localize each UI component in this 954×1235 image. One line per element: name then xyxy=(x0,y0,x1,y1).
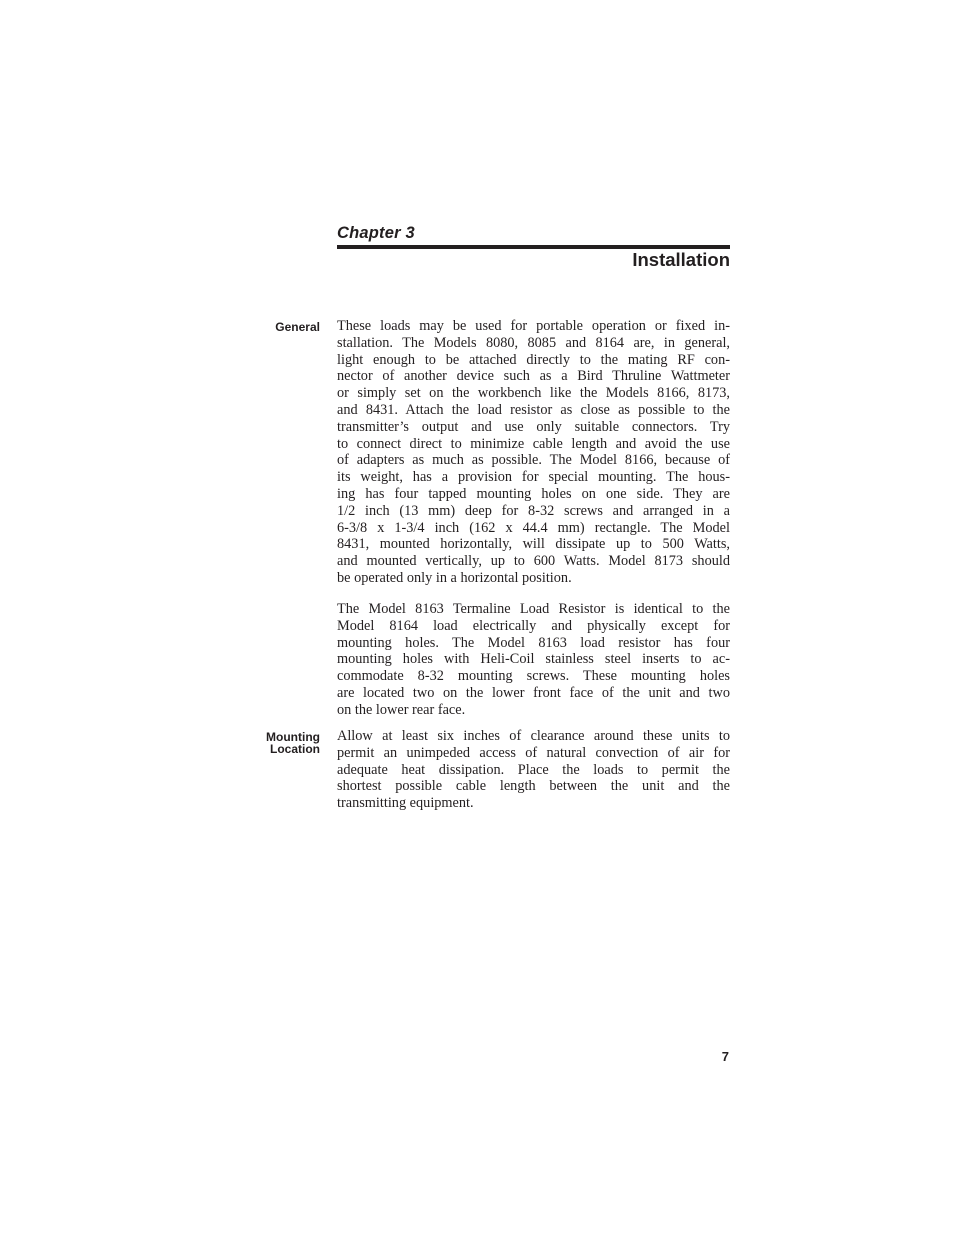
text-line: These loads may be used for portable operation or fixed in- xyxy=(337,318,730,334)
text-line: or simply set on the workbench like the Models 8166, 8173, xyxy=(337,385,730,402)
text-line: of adapters as much as possible. The Model 8166, because of xyxy=(337,452,730,469)
text-line: nector of another device such as a Bird Thruline Wattmeter xyxy=(337,368,730,385)
text-line: Model 8164 load electrically and physically except for xyxy=(337,617,730,634)
text-line: are located two on the lower front face of the unit and two xyxy=(337,684,730,701)
text-line: commodate 8-32 mounting screws. These mounting holes xyxy=(337,668,730,685)
text-line: 1/2 inch (13 mm) deep for 8-32 screws and arranged in a xyxy=(337,502,730,519)
text-line: Allow at least six inches of clearance around these units to xyxy=(337,728,730,744)
chapter-label: Chapter 3 xyxy=(337,224,415,242)
text-line: on the lower rear face. xyxy=(337,701,466,718)
text-line: permit an unimpeded access of natural convection of air for xyxy=(337,744,730,761)
text-line: mounting holes. The Model 8163 load resistor has four xyxy=(337,634,730,651)
side-heading-line: Location xyxy=(270,742,320,756)
text-line: adequate heat dissipation. Place the loads to permit the xyxy=(337,761,730,778)
side-heading-general xyxy=(275,321,320,333)
text-line: 8431, mounted horizontally, will dissipate up to 500 Watts, xyxy=(337,536,730,553)
text-line: to connect direct to minimize cable length and avoid the use xyxy=(337,435,730,452)
page-number: 7 xyxy=(721,1049,729,1064)
text-line: light enough to be attached directly to the mating RF con- xyxy=(337,351,730,368)
text-line: be operated only in a horizontal position. xyxy=(337,569,572,586)
text-line: transmitting equipment. xyxy=(337,795,474,812)
text-line: 6-3/8 x 1-3/4 inch (162 x 44.4 mm) rectangle. The Model xyxy=(337,519,730,536)
mounting-location-paragraph xyxy=(337,728,730,812)
side-heading-mounting-location xyxy=(266,731,320,755)
side-heading-line: General xyxy=(275,320,320,334)
text-line: its weight, has a provision for special mounting. The hous- xyxy=(337,469,730,486)
text-line: The Model 8163 Termaline Load Resistor is identical to the xyxy=(337,601,730,617)
text-line: transmitter’s output and use only suitable connectors. Try xyxy=(337,418,730,435)
chapter-title: Installation xyxy=(632,249,730,270)
text-line: ing has four tapped mounting holes on one side. They are xyxy=(337,485,730,502)
text-line: shortest possible cable length between the unit and the xyxy=(337,778,730,795)
text-line: and 8431. Attach the load resistor as close as possible to the xyxy=(337,401,730,418)
text-line: mounting holes with Heli-Coil stainless steel inserts to ac- xyxy=(337,651,730,668)
general-paragraph-2 xyxy=(337,601,730,719)
text-line: and mounted vertically, up to 600 Watts. Model 8173 should xyxy=(337,553,730,570)
side-heading-line: Mounting xyxy=(266,730,320,744)
general-paragraph-1 xyxy=(337,318,730,587)
text-line: stallation. The Models 8080, 8085 and 8164 are, in general, xyxy=(337,334,730,351)
